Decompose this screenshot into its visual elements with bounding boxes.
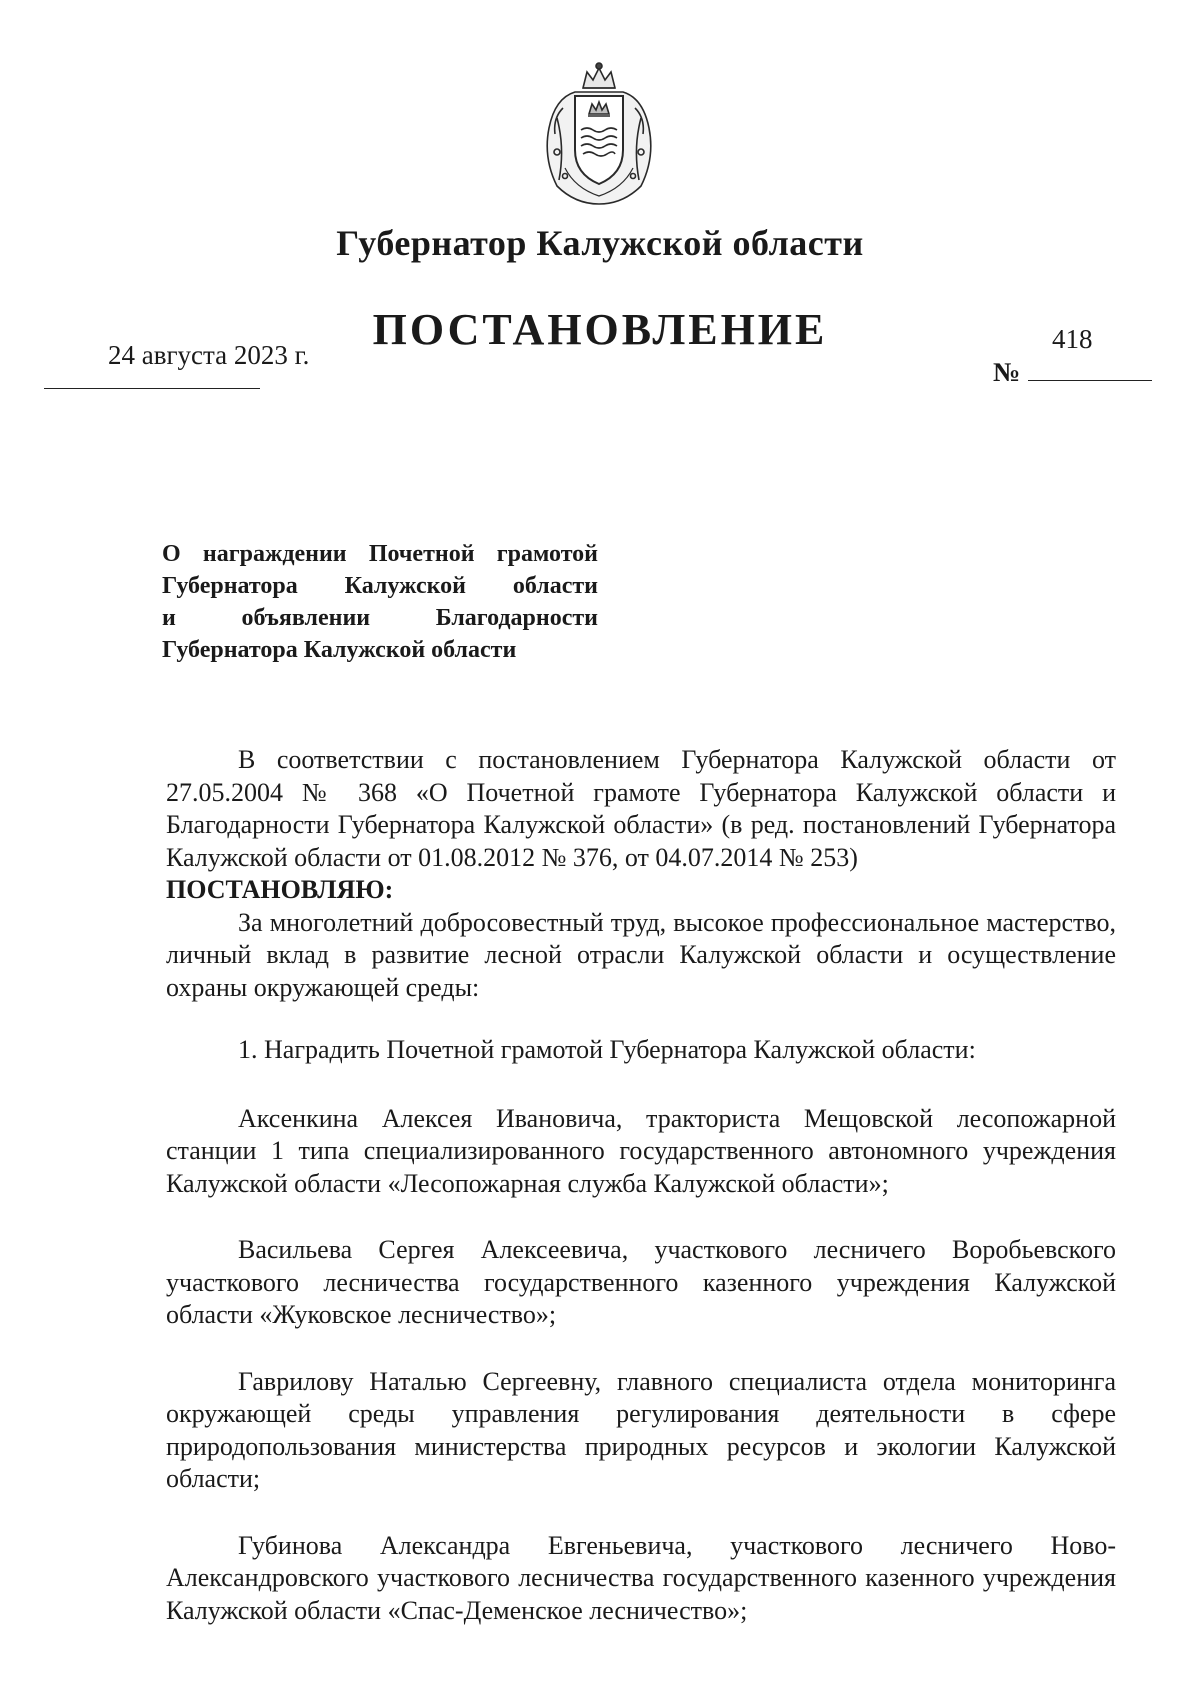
subject-line: Губернатора Калужской области	[162, 573, 598, 599]
subject-line: О награждении Почетной грамотой	[162, 541, 598, 567]
issuing-authority: Губернатор Калужской области	[336, 223, 864, 263]
document-body	[166, 744, 1116, 1627]
preamble-paragraph: В соответствии с постановлением Губернатора Калужской области от 27.05.2004 № 368 «О Почетной грамоте Губернатора Калужской области и Благодарности Губернатора Калужской области» (в ред. постановлений Губернатора Калужской области от 01.08.2012 № 376, от 04.07.2014 № 253)	[166, 745, 1116, 872]
awardee-paragraph: Губинова Александра Евгеньевича, участкового лесничего Ново-Александровского участкового лесничества государственного казенного учреждения Калужской области «Спас-Деменское лесничество»;	[166, 1530, 1116, 1625]
number-sign: №	[993, 357, 1021, 387]
document-subject	[162, 538, 598, 666]
number-underline	[1028, 380, 1152, 381]
document-type-title: ПОСТАНОВЛЕНИЕ	[372, 305, 828, 354]
awardee-paragraph: Гаврилову Наталью Сергеевну, главного специалиста отдела мониторинга окружающей среды управления регулирования деятельности в сфере природопользования министерства природных ресурсов и экологии Калужской области;	[166, 1366, 1116, 1493]
awardee-paragraph: Аксенкина Алексея Ивановича, тракториста Мещовской лесопожарной станции 1 типа специализированного государственного автономного учреждения Калужской области «Лесопожарная служба Калужской области»;	[166, 1103, 1116, 1198]
item1-heading: 1. Наградить Почетной грамотой Губернатора Калужской области:	[238, 1035, 976, 1064]
date-underline	[44, 388, 260, 389]
coat-of-arms-icon	[535, 58, 663, 208]
document-number: 418	[1052, 324, 1093, 354]
subject-line: Губернатора Калужской области	[162, 637, 517, 663]
awardee-paragraph: Васильева Сергея Алексеевича, участкового лесничего Воробьевского участкового лесничества государственного казенного учреждения Калужской области «Жуковское лесничество»;	[166, 1235, 1116, 1329]
subject-line: и объявлении Благодарности	[162, 605, 598, 631]
reason-paragraph: За многолетний добросовестный труд, высокое профессиональное мастерство, личный вклад в развитие лесной отрасли Калужской области и осуществление охраны окружающей среды:	[166, 907, 1116, 1002]
document-date: 24 августа 2023 г.	[108, 340, 310, 370]
decree-word: ПОСТАНОВЛЯЮ:	[166, 875, 394, 904]
